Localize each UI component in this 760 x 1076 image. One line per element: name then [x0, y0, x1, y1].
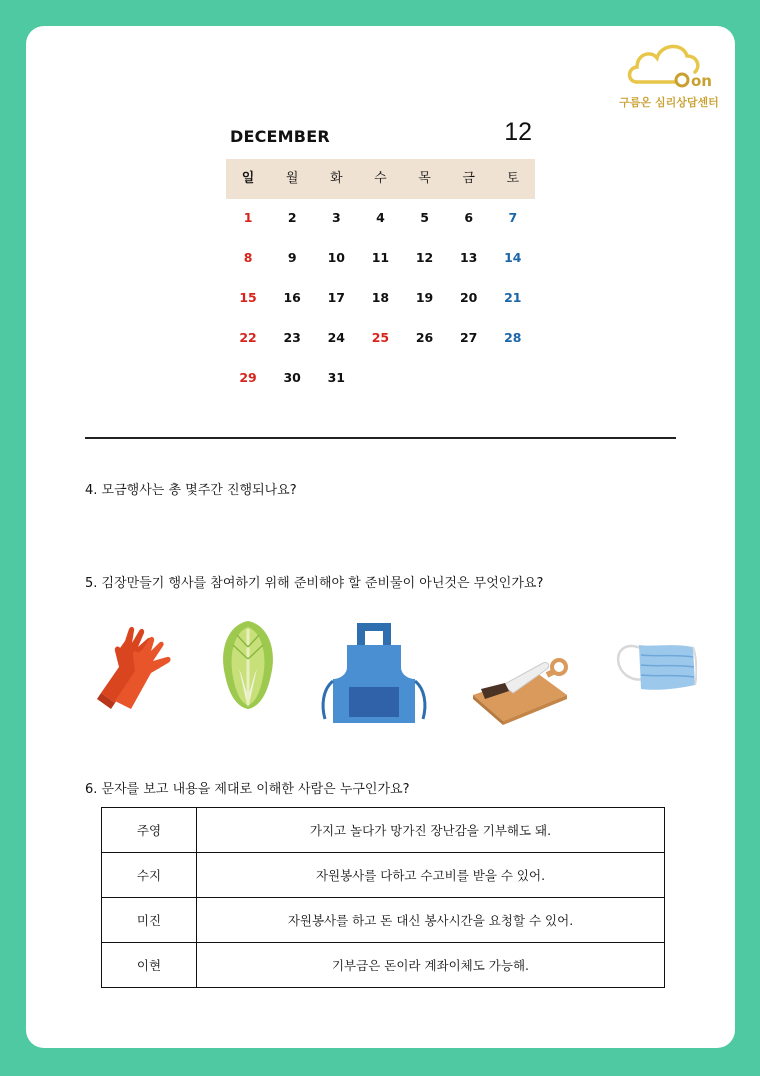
calendar-day: 15 — [239, 290, 257, 305]
calendar-day: 16 — [283, 290, 301, 305]
cloud-logo-icon — [625, 38, 715, 90]
weekday-wed: 수 — [374, 171, 387, 186]
calendar-day: 28 — [504, 330, 522, 345]
answer-text: 가지고 놀다가 망가진 장난감을 기부해도 돼. — [197, 808, 665, 853]
answer-name: 수지 — [102, 853, 197, 898]
calendar-day: 1 — [243, 210, 253, 225]
calendar-day: 23 — [283, 330, 301, 345]
table-row — [102, 808, 665, 853]
logo-text: on — [691, 72, 712, 90]
calendar-week — [226, 358, 535, 398]
calendar-grid — [226, 198, 535, 398]
calendar-week — [226, 318, 535, 358]
calendar-day: 10 — [327, 250, 346, 265]
apron-icon — [319, 619, 429, 725]
knife-cutting-board-icon — [467, 655, 573, 725]
calendar-day: 3 — [331, 210, 341, 225]
calendar-day: 22 — [239, 330, 257, 345]
answer-name: 이현 — [102, 943, 197, 988]
table-row — [102, 943, 665, 988]
calendar-day: 2 — [287, 210, 297, 225]
rubber-gloves-icon — [95, 623, 177, 711]
calendar-day: 7 — [508, 210, 518, 225]
table-row — [102, 898, 665, 943]
answer-text: 자원봉사를 다하고 수고비를 받을 수 있어. — [197, 853, 665, 898]
weekday-sat: 토 — [506, 171, 520, 186]
calendar-week — [226, 238, 535, 278]
q5-item-images — [95, 615, 705, 727]
weekday-sun: 일 — [241, 171, 255, 186]
calendar-day-holiday: 25 — [371, 330, 390, 345]
answer-name: 미진 — [102, 898, 197, 943]
calendar-month-number: 12 — [504, 118, 532, 146]
question-6: 6. 문자를 보고 내용을 제대로 이해한 사람은 누구인가요? — [85, 782, 410, 797]
calendar-day: 17 — [327, 290, 346, 305]
answer-name: 주영 — [102, 808, 197, 853]
answer-table — [101, 807, 665, 988]
calendar-day: 5 — [420, 210, 429, 225]
calendar-day — [447, 358, 491, 398]
calendar-day: 13 — [459, 250, 478, 265]
calendar-day — [491, 358, 535, 398]
org-name: 구름온 심리상담센터 — [619, 96, 719, 109]
table-row — [102, 853, 665, 898]
calendar-day — [358, 358, 402, 398]
calendar-day: 4 — [376, 210, 385, 225]
calendar-day: 27 — [459, 330, 478, 345]
calendar-day: 19 — [415, 290, 434, 305]
weekday-mon: 월 — [285, 171, 299, 186]
question-5: 5. 김장만들기 행사를 참여하기 위해 준비해야 할 준비물이 아닌것은 무엇인가요? — [85, 576, 544, 591]
calendar-day: 6 — [464, 210, 474, 225]
weekday-thu: 목 — [418, 171, 431, 186]
calendar-day: 30 — [283, 370, 301, 385]
section-divider — [85, 437, 676, 439]
calendar-day: 20 — [459, 290, 478, 305]
calendar-month: DECEMBER — [230, 127, 330, 146]
calendar-week — [226, 198, 535, 238]
calendar-day: 18 — [371, 290, 390, 305]
calendar-week — [226, 278, 535, 318]
calendar-day: 8 — [243, 250, 253, 265]
question-4: 4. 모금행사는 총 몇주간 진행되나요? — [85, 483, 297, 498]
napa-cabbage-icon — [217, 617, 279, 712]
weekday-fri: 금 — [462, 171, 475, 186]
answer-text: 자원봉사를 하고 돈 대신 봉사시간을 요청할 수 있어. — [197, 898, 665, 943]
calendar-day: 29 — [239, 370, 257, 385]
calendar-day — [403, 358, 447, 398]
calendar-day: 24 — [327, 330, 346, 345]
calendar-weekday-header — [226, 159, 535, 199]
calendar-day: 31 — [327, 370, 346, 385]
face-mask-icon — [613, 635, 697, 699]
answer-text: 기부금은 돈이라 계좌이체도 가능해. — [197, 943, 665, 988]
calendar-day: 12 — [415, 250, 434, 265]
calendar-day: 26 — [415, 330, 434, 345]
weekday-tue: 화 — [330, 171, 343, 186]
calendar-day: 14 — [504, 250, 522, 265]
org-logo — [613, 38, 719, 110]
calendar-day: 9 — [287, 250, 297, 265]
calendar-day: 21 — [504, 290, 522, 305]
calendar-day: 11 — [371, 250, 390, 265]
